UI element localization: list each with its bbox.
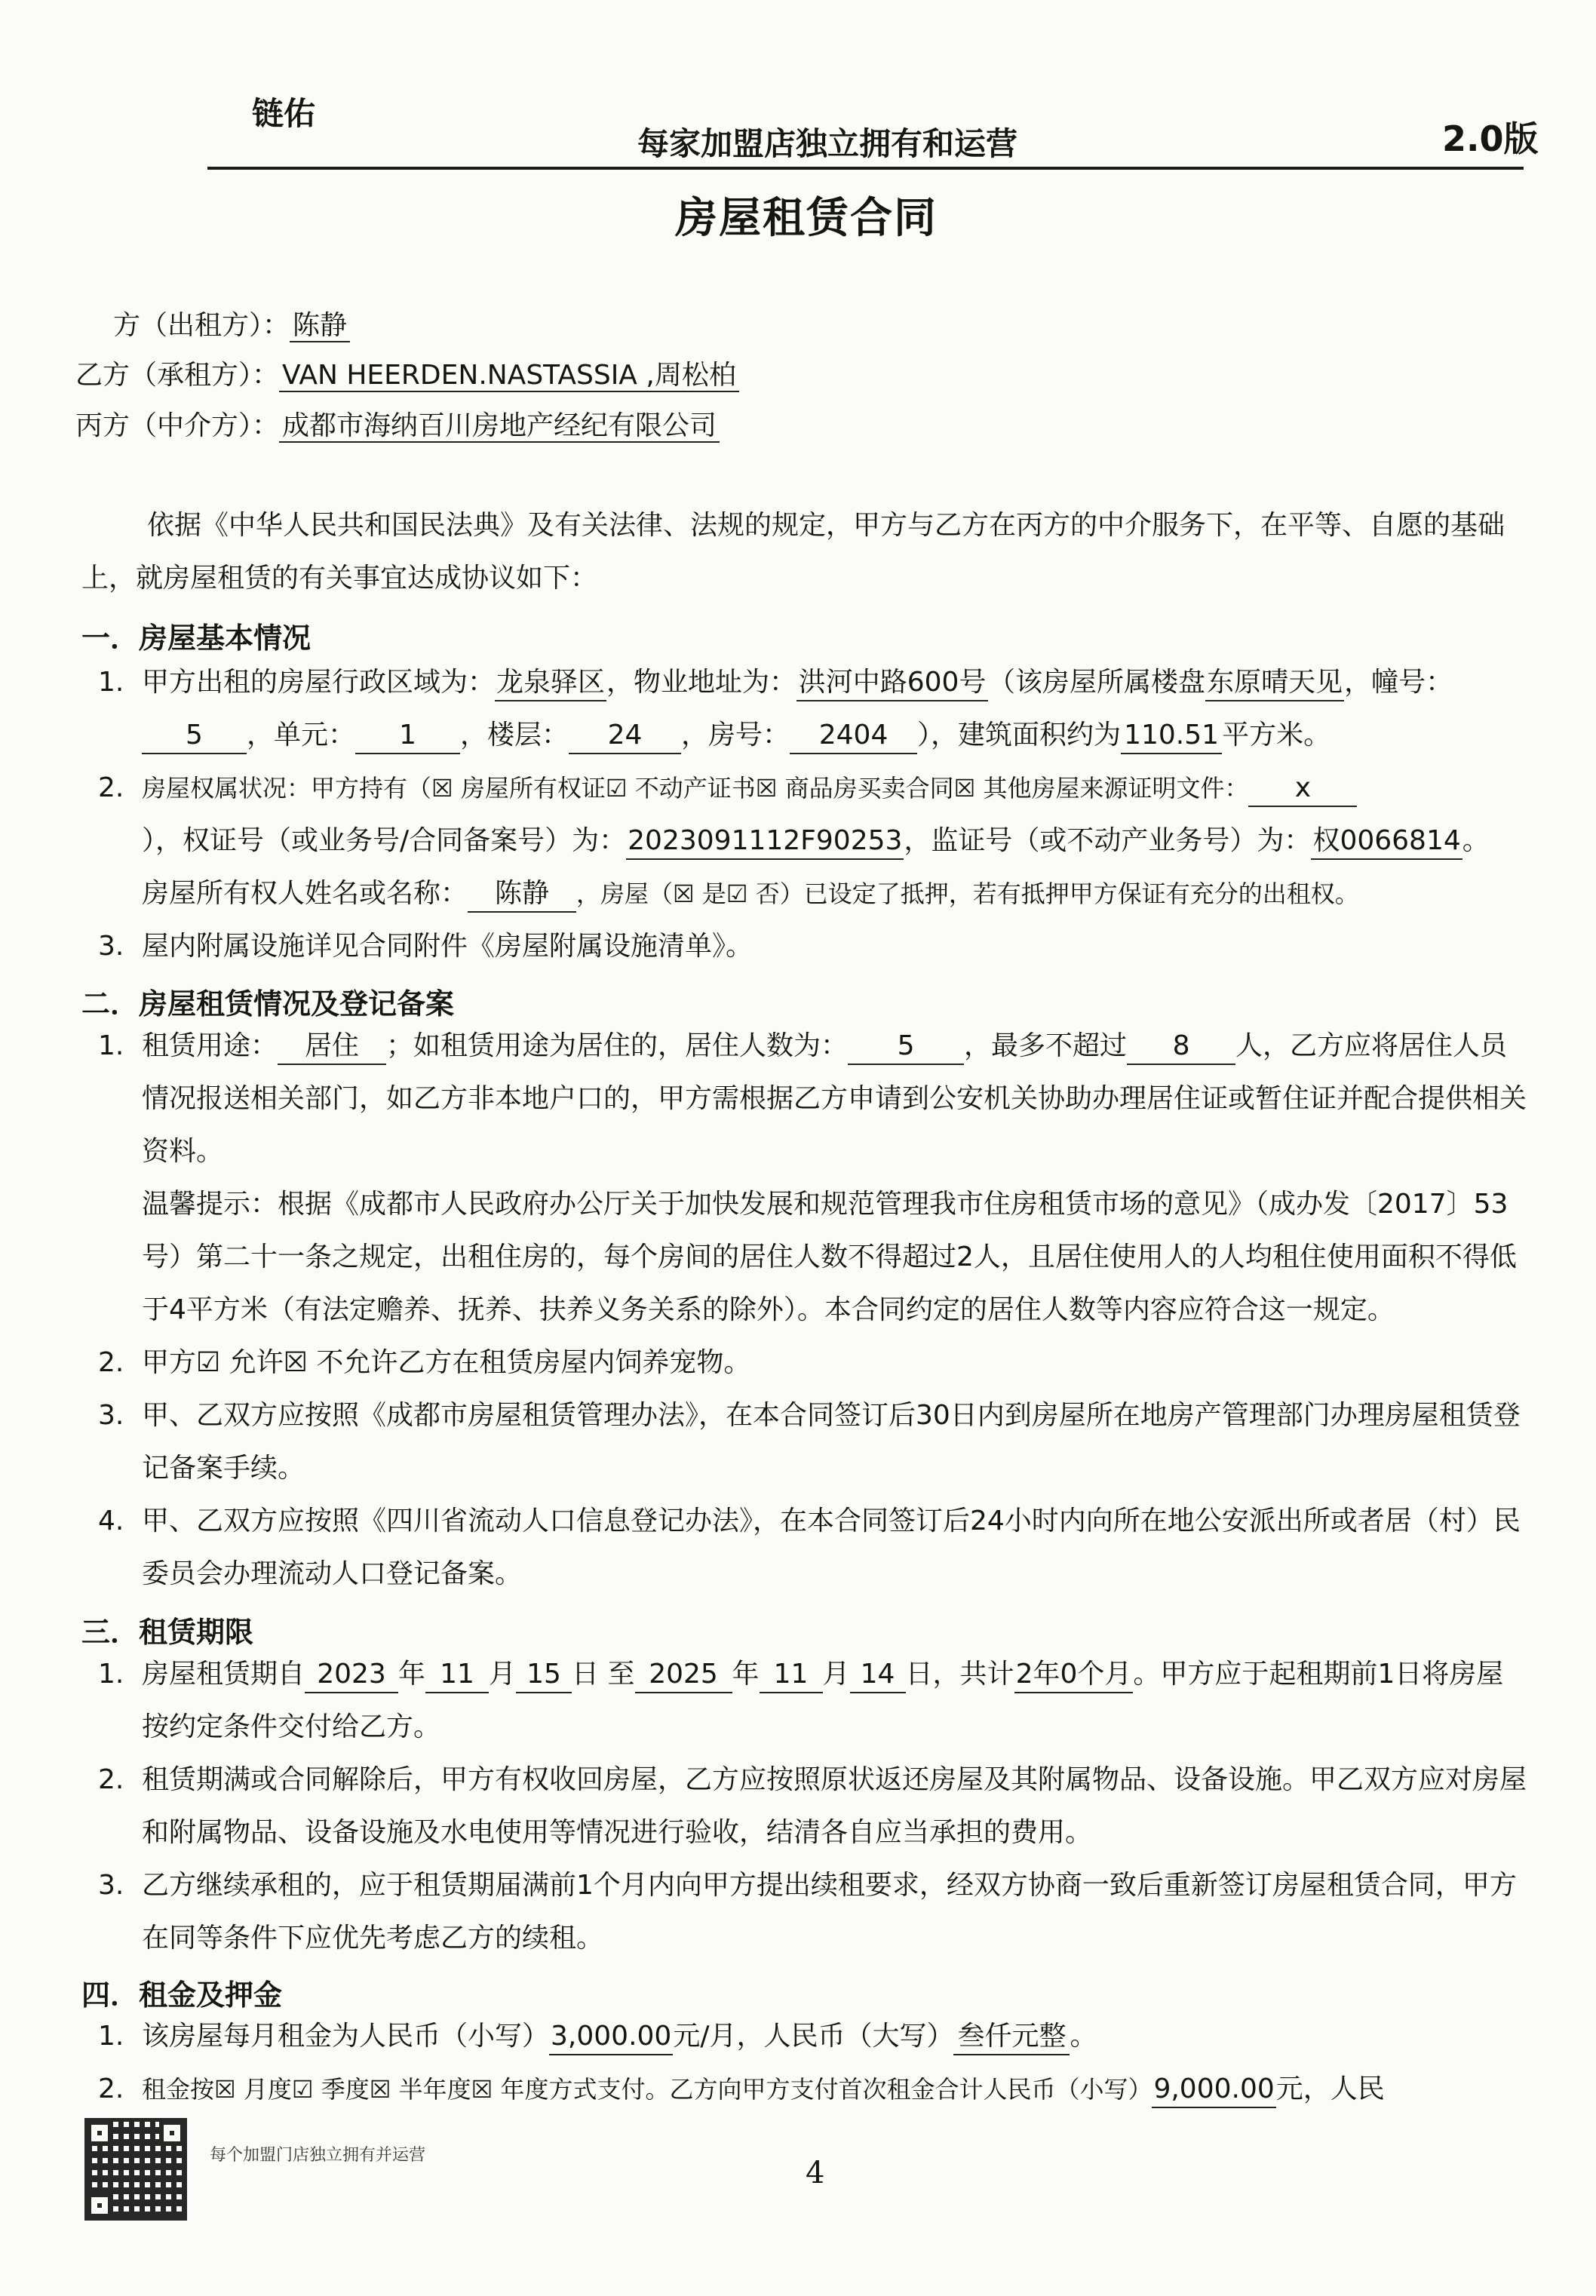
s3-clause-3-line-2: 在同等条件下应优先考虑乙方的续租。 <box>142 1923 604 1954</box>
party-b-value: VAN HEERDEN.NASTASSIA ,周松柏 <box>279 360 739 392</box>
footer-franchise-note: 每个加盟门店独立拥有并运营 <box>210 2146 426 2165</box>
s2-clause-1-line-1: 1. 租赁用途： 居住 ；如租赁用途为居住的，居住人数为： 5 ，最多不超过 8 人，乙方应将居住人员 <box>98 1020 1507 1073</box>
clause-number: 3. <box>98 931 124 962</box>
intro-line-1: 依据《中华人民共和国民法典》及有关法律、法规的规定，甲方与乙方在丙方的中介服务下，在平等、自愿的基础 <box>147 510 1505 541</box>
s2-clause-4-line-1: 4. 甲、乙双方应按照《四川省流动人口信息登记办法》，在本合同签订后24小时内向所在地公安派出所或者居（村）民 <box>98 1495 1521 1548</box>
s1-clause-3: 3. 屋内附属设施详见合同附件《房屋附属设施清单》。 <box>98 920 753 973</box>
s4-clause-1: 1. 该房屋每月租金为人民币（小写）3,000.00元/月，人民币（大写） 叁仟元整 。 <box>98 2010 1097 2063</box>
section-3-heading: 三．租赁期限 <box>81 1616 254 1649</box>
building-field: 5 <box>142 718 247 754</box>
other-doc-field: x <box>1248 771 1357 807</box>
residents-field: 5 <box>848 1029 964 1065</box>
end-year-field: 2025 <box>635 1657 732 1693</box>
party-a-value: 陈静 <box>290 310 350 342</box>
clause-number: 2. <box>98 1764 124 1795</box>
clause-number: 4. <box>98 1506 124 1536</box>
registration-number-field: 权0066814 <box>1311 824 1462 860</box>
monthly-rent-number-field: 3,000.00 <box>549 2019 673 2055</box>
s3-clause-2-line-2: 和附属物品、设备设施及水电使用等情况进行验收，结清各自应当承担的费用。 <box>142 1817 1093 1848</box>
s2-clause-4-line-2: 委员会办理流动人口登记备案。 <box>142 1558 523 1589</box>
party-c-label: 丙方（中介方）： <box>75 410 280 441</box>
s1-clause-2-line-1: 2. 房屋权属状况：甲方持有（☒ 房屋所有权证☑ 不动产证书☒ 商品房买卖合同☒ 其他房屋来源证明文件： x <box>98 762 1357 815</box>
clause-number: 2. <box>98 772 124 803</box>
monthly-rent-words-field: 叁仟元整 <box>953 2019 1070 2055</box>
first-payment-field: 9,000.00 <box>1152 2072 1275 2108</box>
intro-line-2: 上，就房屋租赁的有关事宜达成协议如下： <box>81 563 598 594</box>
s2-tip-line-1: 温馨提示：根据《成都市人民政府办公厅关于加快发展和规范管理我市住房租赁市场的意见》（成办发〔2017〕53 <box>142 1189 1509 1220</box>
owner-name-field: 陈静 <box>468 876 576 913</box>
s3-clause-2-line-1: 2. 租赁期满或合同解除后，甲方有权收回房屋，乙方应按照原状返还房屋及其附属物品、设备设施。甲乙双方应对房屋 <box>98 1754 1527 1806</box>
section-4-heading: 四．租金及押金 <box>81 1978 283 2012</box>
total-term-field: 2年0个月 <box>1014 1657 1134 1693</box>
clause-number: 1. <box>98 1659 124 1690</box>
end-day-field: 14 <box>850 1657 906 1693</box>
clause-number: 2. <box>98 2073 124 2104</box>
s1-clause-1-line-1: 1. 甲方出租的房屋行政区域为：龙泉驿区，物业地址为：洪河中路600号（该房屋所属楼盘东原晴天见，幢号： <box>98 656 1453 709</box>
brand-logo-text: 链佑 <box>252 95 316 132</box>
page-number: 4 <box>806 2156 825 2190</box>
party-a <box>113 304 350 342</box>
clause-number: 1. <box>98 1030 124 1061</box>
party-a-label: 方（出租方）： <box>113 310 290 341</box>
s2-clause-3-line-1: 3. 甲、乙双方应按照《成都市房屋租赁管理办法》，在本合同签订后30日内到房屋所在地房产管理部门办理房屋租赁登 <box>98 1389 1521 1442</box>
area-field: 110.51 <box>1121 718 1222 754</box>
max-residents-field: 8 <box>1127 1029 1235 1065</box>
floor-field: 24 <box>569 718 681 754</box>
start-year-field: 2023 <box>305 1657 398 1693</box>
s3-clause-1-line-1: 1. 房屋租赁期自 2023 年 11 月 15 日 至 2025 年 11 月 14 日，共计2年0个月。甲方应于起租期前1日将房屋 <box>98 1648 1503 1701</box>
document-title: 房屋租赁合同 <box>675 194 938 243</box>
estate-field: 东原晴天见 <box>1205 665 1344 701</box>
party-b <box>75 354 739 392</box>
s2-clause-2: 2. 甲方☑ 允许☒ 不允许乙方在租赁房屋内饲养宠物。 <box>98 1337 750 1389</box>
version-label: 2.0版 <box>1442 118 1539 159</box>
section-2-heading: 二．房屋租赁情况及登记备案 <box>81 987 455 1021</box>
clause-number: 1. <box>98 2021 124 2052</box>
s1-clause-1-line-2: 5 ，单元： 1 ，楼层： 24 ，房号： 2404 ），建筑面积约为 110.51 平方米。 <box>142 709 1331 762</box>
clause-number: 3. <box>98 1400 124 1431</box>
s1-clause-2-line-3: 房屋所有权人姓名或名称： 陈静 ，房屋（☒ 是☑ 否）已设定了抵押，若有抵押甲方保证有充分的出租权。 <box>142 867 1359 920</box>
section-1-heading: 一．房屋基本情况 <box>81 622 312 655</box>
unit-field: 1 <box>355 718 460 754</box>
s2-tip-line-2: 号）第二十一条之规定，出租住房的，每个房间的居住人数不得超过2人，且居住使用人的人均租住使用面积不得低 <box>142 1242 1517 1272</box>
s2-clause-1-line-3: 资料。 <box>142 1136 224 1167</box>
clause-number: 3. <box>98 1870 124 1901</box>
header-franchise-note: 每家加盟店独立拥有和运营 <box>637 125 1018 162</box>
use-field: 居住 <box>278 1029 386 1065</box>
certificate-number-field: 2023091112F90253 <box>626 824 904 860</box>
district-field: 龙泉驿区 <box>495 665 606 701</box>
party-c <box>75 404 720 443</box>
s1-clause-2-line-2: ），权证号（或业务号/合同备案号）为：2023091112F90253，监证号（或不动产业务号）为：权0066814。 <box>142 815 1490 867</box>
start-month-field: 11 <box>425 1657 489 1693</box>
s4-clause-2-line-1: 2. 租金按☒ 月度☑ 季度☒ 半年度☒ 年度方式支付。乙方向甲方支付首次租金合计人民币（小写）9,000.00元，人民 <box>98 2063 1385 2116</box>
party-c-value: 成都市海纳百川房地产经纪有限公司 <box>279 410 720 443</box>
room-field: 2404 <box>790 718 917 754</box>
s3-clause-1-line-2: 按约定条件交付给乙方。 <box>142 1711 441 1742</box>
qr-code-icon <box>84 2118 187 2221</box>
s2-clause-3-line-2: 记备案手续。 <box>142 1453 305 1484</box>
start-day-field: 15 <box>516 1657 572 1693</box>
s3-clause-3-line-1: 3. 乙方继续承租的，应于租赁期届满前1个月内向甲方提出续租要求，经双方协商一致后重新签订房屋租赁合同，甲方 <box>98 1859 1517 1912</box>
party-b-label: 乙方（承租方）： <box>75 360 280 391</box>
end-month-field: 11 <box>760 1657 823 1693</box>
clause-number: 1. <box>98 667 124 698</box>
s2-tip-line-3: 于4平方米（有法定赡养、抚养、扶养义务关系的除外）。本合同约定的居住人数等内容应符合这一规定。 <box>142 1294 1395 1325</box>
address-field: 洪河中路600号 <box>796 665 988 701</box>
clause-number: 2. <box>98 1347 124 1378</box>
s2-clause-1-line-2: 情况报送相关部门，如乙方非本地户口的，甲方需根据乙方申请到公安机关协助办理居住证或暂住证并配合提供相关 <box>142 1083 1527 1114</box>
header-divider <box>207 167 1524 170</box>
